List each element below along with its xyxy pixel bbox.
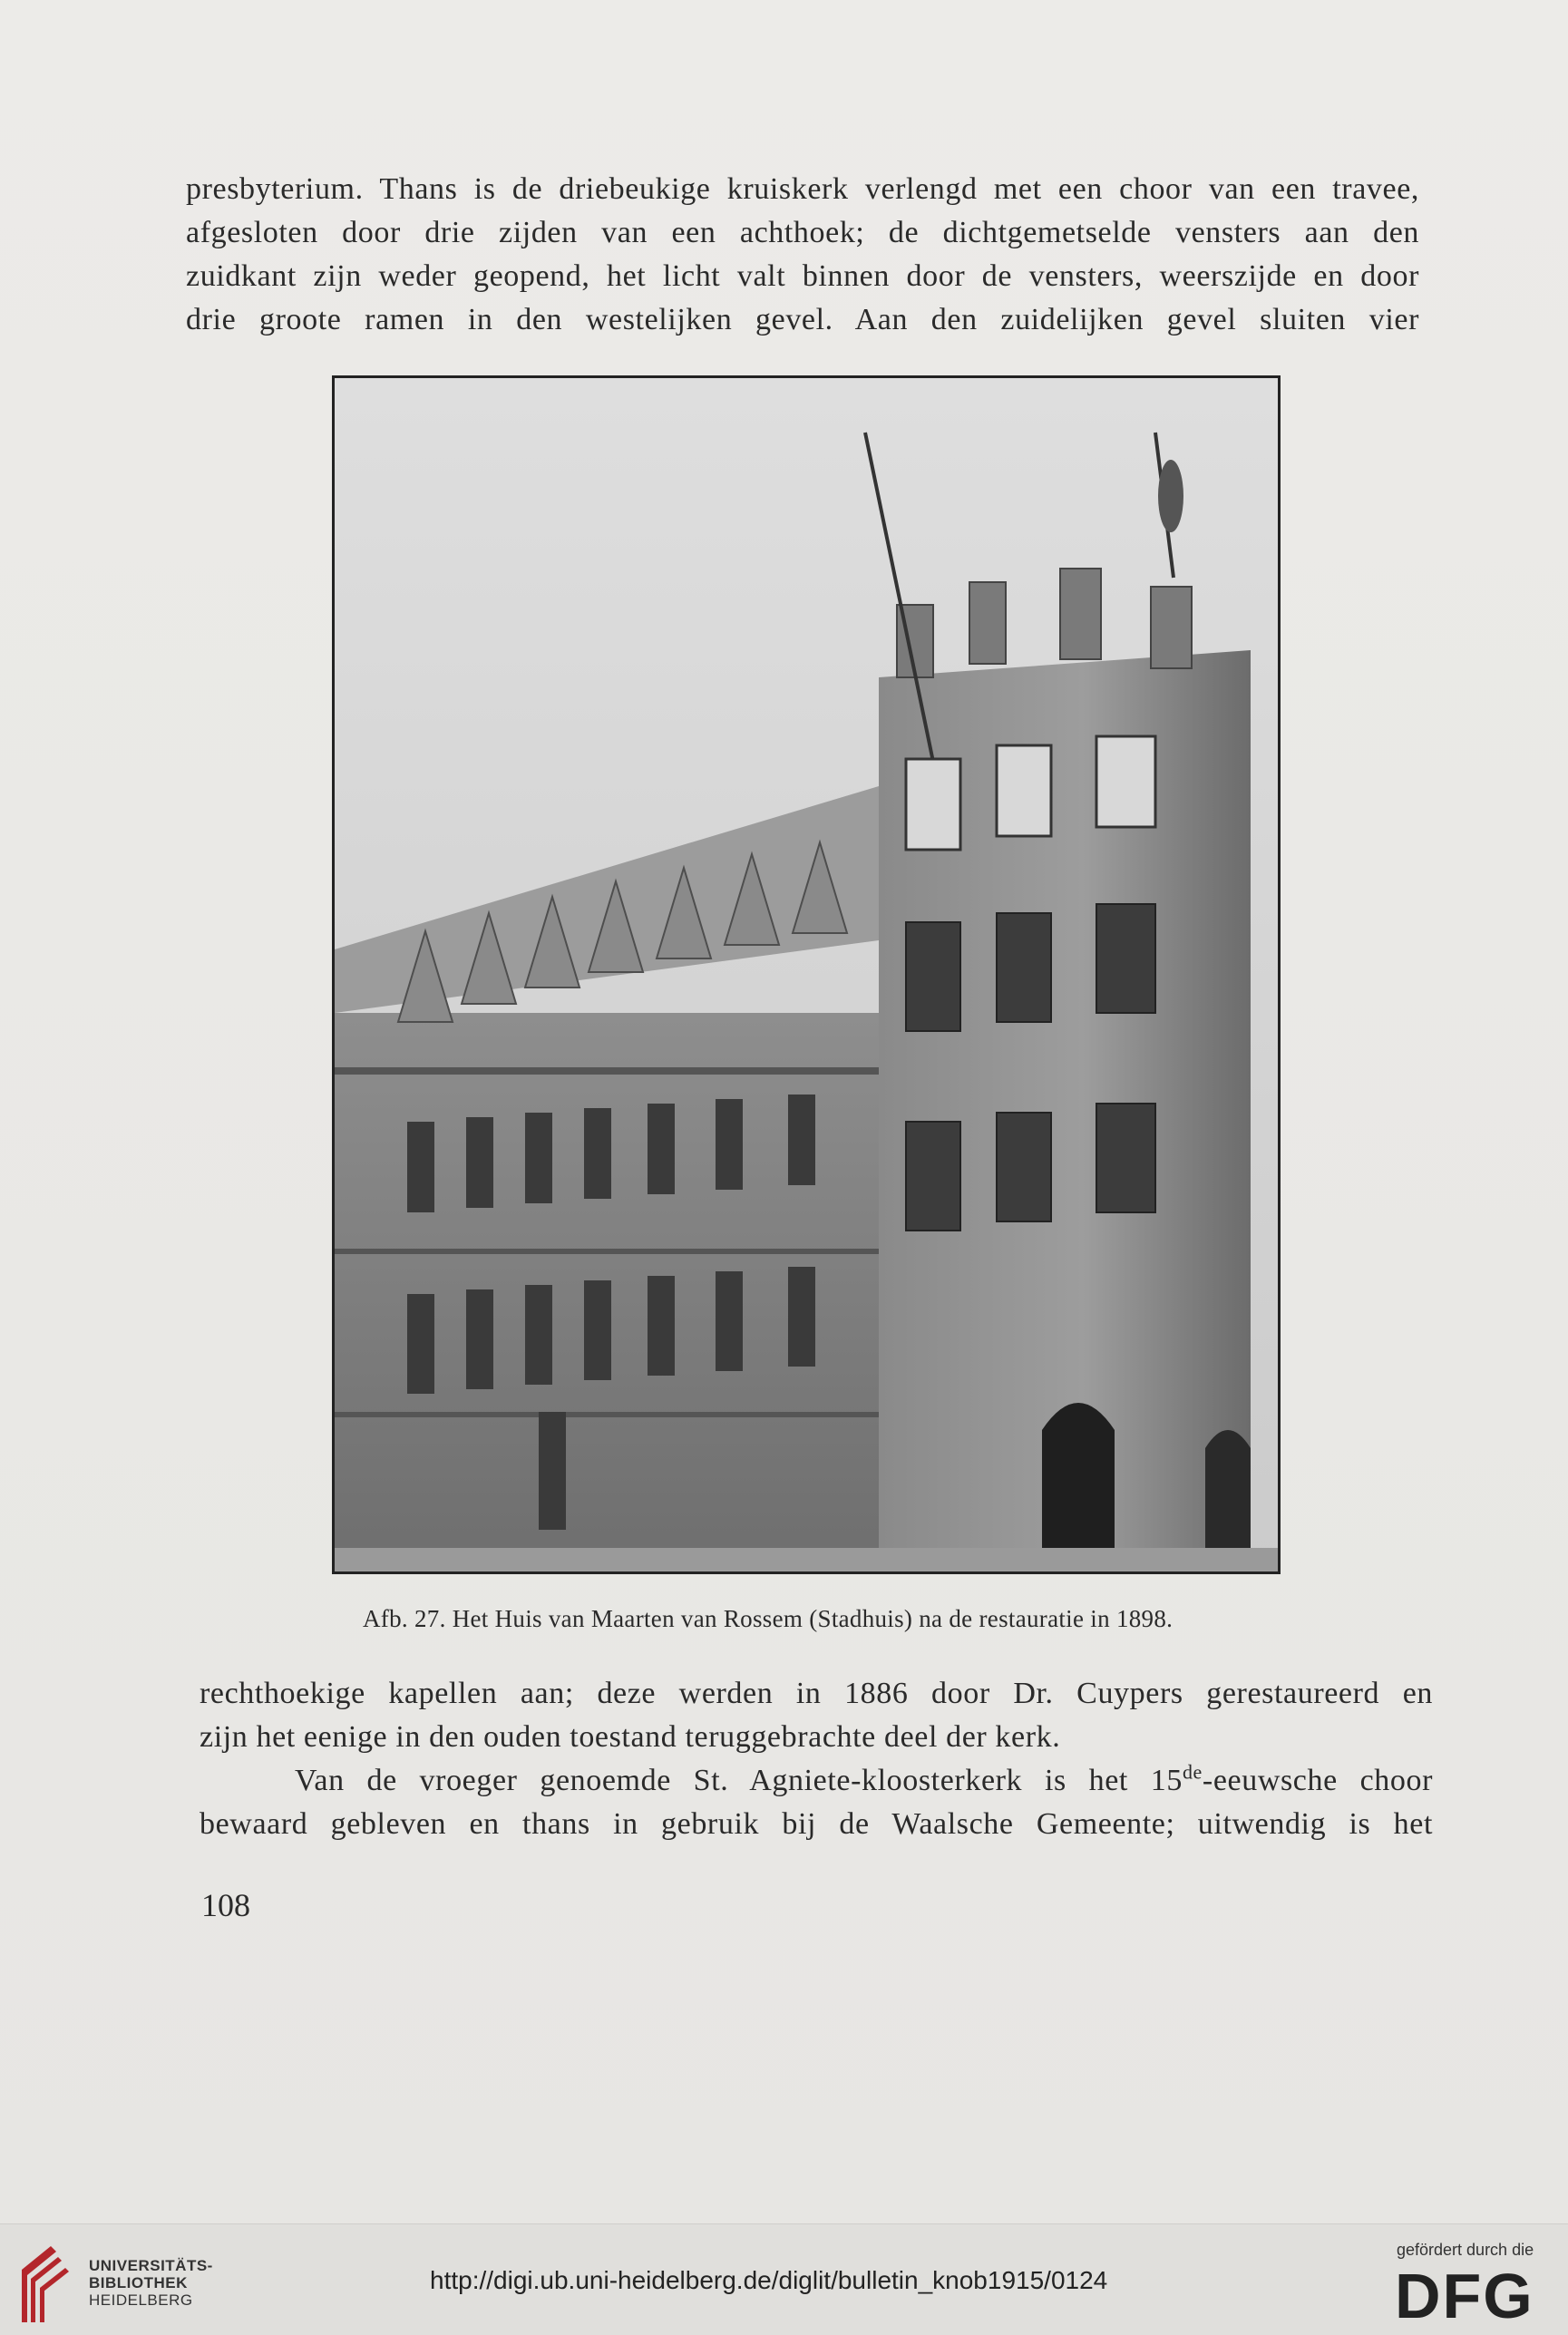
text-fragment: Van de vroeger genoemde St. Agniete-kloosterkerk is het 15 bbox=[295, 1764, 1183, 1797]
building-photograph bbox=[332, 375, 1281, 1574]
university-library-logo-icon bbox=[16, 2243, 73, 2326]
library-name-line: HEIDELBERG bbox=[89, 2291, 193, 2309]
figure-caption: Afb. 27. Het Huis van Maarten van Rossem (Stadhuis) na de restauratie in 1898. bbox=[363, 1605, 1174, 1632]
library-name bbox=[89, 2257, 213, 2309]
text-line-indented bbox=[200, 1759, 1433, 1803]
text-line: zuidkant zijn weder geopend, het licht valt binnen door de vensters, weerszijde en door bbox=[186, 259, 1419, 293]
permalink-url[interactable]: http://digi.ub.uni-heidelberg.de/diglit/bulletin_knob1915/0124 bbox=[430, 2266, 1108, 2294]
paragraph-top bbox=[186, 168, 1419, 342]
text-fragment: -eeuwsche choor bbox=[1202, 1764, 1433, 1797]
sponsor-text: gefördert durch die bbox=[1397, 2241, 1534, 2259]
viewer-footer bbox=[0, 2223, 1568, 2335]
text-line: zijn het eenige in den ouden toestand teruggebrachte deel der kerk. bbox=[200, 1720, 1061, 1754]
library-name-line: UNIVERSITÄTS- bbox=[89, 2257, 213, 2274]
dfg-logo: DFG bbox=[1395, 2261, 1534, 2331]
text-line: drie groote ramen in den westelijken gevel. Aan den zuidelijken gevel sluiten vier bbox=[186, 303, 1419, 336]
library-name-line: BIBLIOTHEK bbox=[89, 2274, 188, 2291]
page-number: 108 bbox=[201, 1887, 250, 1923]
text-line: presbyterium. Thans is de driebeukige kruiskerk verlengd met een choor van een travee, bbox=[186, 172, 1419, 206]
text-line: afgesloten door drie zijden van een achthoek; de dichtgemetselde vensters aan den bbox=[186, 216, 1419, 249]
text-line: bewaard gebleven en thans in gebruik bij de Waalsche Gemeente; uitwendig is het bbox=[200, 1807, 1433, 1841]
stadhuis-facade-illustration bbox=[335, 378, 1278, 1571]
superscript: de bbox=[1182, 1760, 1203, 1784]
text-line: rechthoekige kapellen aan; deze werden in 1886 door Dr. Cuypers gerestaureerd en bbox=[200, 1677, 1433, 1710]
paragraph-bottom bbox=[200, 1672, 1433, 1846]
